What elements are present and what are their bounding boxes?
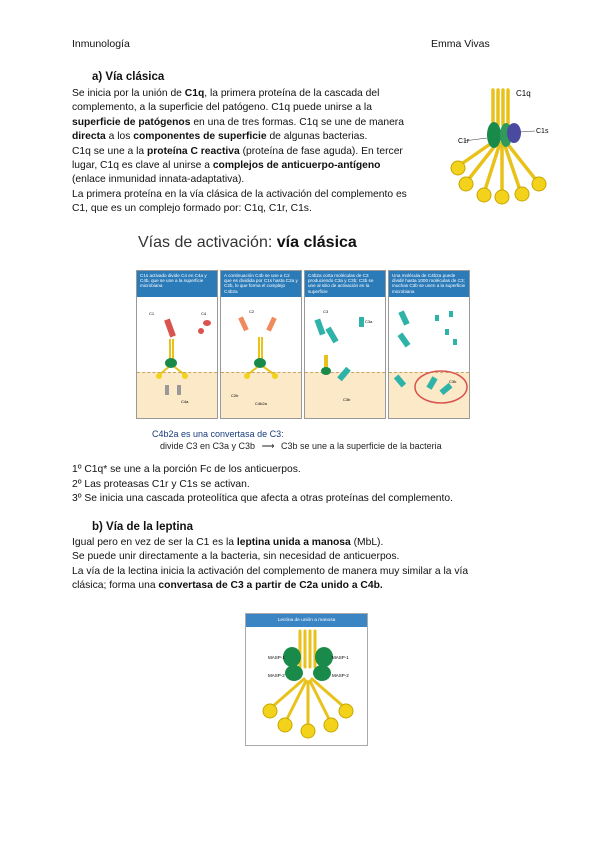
header-author: Emma Vivas [431, 38, 490, 50]
figure-title-plain: Vías de activación: [138, 234, 277, 251]
section-a-line-5 [72, 145, 407, 159]
section-a-line-1 [72, 87, 407, 101]
section-b-segment: Igual pero en vez de ser la C1 es la [72, 537, 237, 548]
label-map2: MASP-2 [332, 673, 349, 678]
section-a-segment: proteína C reactiva [147, 145, 240, 157]
section-b-line-2 [72, 550, 468, 564]
c1-complex-diagram [440, 80, 570, 205]
section-b-text [72, 536, 468, 594]
label-c4a-p1: C4a [181, 399, 189, 404]
section-a-segment: La primera proteína en la vía clásica de la activación del complemento es [72, 188, 407, 200]
figure-caption-line2 [160, 441, 442, 452]
panel-1 [136, 270, 218, 419]
section-b-heading: b) Vía de la leptina [92, 521, 193, 533]
section-a-heading: a) Vía clásica [92, 71, 165, 83]
label-c1-p1: C1 [149, 311, 155, 316]
section-a-segment: complejos de anticuerpo-antígeno [212, 160, 381, 172]
lectin-figure-title: Lectina de unión a manosa [246, 614, 367, 627]
section-a-line-6 [72, 159, 407, 173]
section-a-segment: lugar, C1q es clave al unirse a [72, 160, 213, 172]
section-a-line-2 [72, 101, 407, 115]
label-c2b-p2: C2b [231, 393, 239, 398]
label-c2-p2: C2 [249, 309, 255, 314]
section-a-line-7 [72, 173, 407, 187]
label-c1s: C1s [536, 128, 549, 135]
caption-c3-division: divide C3 en C3a y C3b [160, 441, 256, 451]
section-b-segment: leptina unida a manosa [236, 537, 351, 548]
section-b-line-3 [72, 565, 468, 579]
label-c3-p3: C3 [323, 309, 329, 314]
section-b-segment: Se puede unir directamente a la bacteria, sin necesidad de anticuerpos. [72, 551, 400, 563]
panel-2 [220, 270, 302, 419]
activation-panels [136, 270, 470, 418]
step-3: 3º Se inicia una cascada proteolítica que afecta a otras proteínas del complemento. [72, 493, 453, 504]
figure-title-bold: vía clásica [276, 234, 357, 251]
section-b-segment: La vía de la lectina inicia la activación del complemento de manera muy similar a la vía [72, 565, 469, 577]
section-b-segment: convertasa de C3 a partir de C2a unido a C4b. [158, 580, 383, 592]
section-a-line-3 [72, 116, 407, 130]
step-2: 2º Las proteasas C1r y C1s se activan. [72, 478, 250, 490]
label-masp1: MASP-1 [268, 655, 285, 660]
steps-list [72, 463, 453, 507]
section-b-segment: (MbL). [350, 537, 384, 548]
label-c3b-p4: C3b [449, 379, 457, 384]
label-masp2: MASP-2 [268, 673, 285, 678]
section-a-line-4 [72, 130, 407, 144]
figure-title [138, 234, 357, 252]
label-c4-p1: C4 [201, 311, 207, 316]
panel-1-caption: C1s activado divide C4 en C4a y C4b, que se une a la superficie microbiana [137, 271, 217, 297]
step-1: 1º C1q* se une a la porción Fc de los anticuerpos. [72, 464, 301, 475]
section-a-segment: (enlace inmunidad innata-adaptativa). [72, 174, 245, 186]
section-a-segment: C1q se une a la [72, 145, 147, 157]
panel-4 [388, 270, 470, 419]
label-c3b-p3: C3b [343, 397, 351, 402]
c1s-shape [507, 123, 521, 143]
section-a-segment: , la primera proteína de la cascada del [204, 88, 380, 99]
header-subject: Inmunología [72, 38, 130, 50]
section-a-segment: (proteína de fase aguda). En tercer [239, 145, 403, 157]
arrow-icon: ⟶ [261, 441, 275, 451]
label-c4b2a-p2: C4b2a [255, 401, 267, 406]
figure-caption-line1: C4b2a es una convertasa de C3: [152, 429, 284, 439]
panel-3 [304, 270, 386, 419]
caption-c3b-binding: C3b se une a la superficie de la bacteria [281, 441, 442, 451]
section-a-segment: C1q [184, 88, 205, 99]
section-a-segment: directa [72, 131, 106, 143]
section-b-segment: clásica; forma una [72, 580, 159, 592]
label-c3a-p3: C3a [365, 319, 373, 324]
section-a-segment: C1, que es un complejo formado por: C1q, C1r, C1s. [72, 203, 312, 215]
panel-3-caption: C4b2a corta moléculas de C3 produciendo C3a y C3b; C3b se une al sitio de activación en la superficie [305, 271, 385, 297]
section-a-segment: de algunas bacterias. [266, 131, 368, 143]
section-a-segment: en una de tres formas. C1q se une de manera [190, 116, 404, 128]
section-a-segment: Se inicia por la unión de [72, 88, 185, 99]
section-a-line-9 [72, 202, 407, 216]
label-map1: MASP-1 [332, 655, 349, 660]
section-a-segment: a los [105, 131, 134, 143]
section-b-line-4 [72, 579, 468, 593]
section-a-line-8 [72, 188, 407, 202]
c1r-shape [487, 122, 501, 148]
section-a-segment: complemento, a la superficie del patógeno. C1q puede unirse a la [72, 102, 372, 114]
section-a-text [72, 87, 407, 217]
section-a-segment: superficie de patógenos [72, 116, 191, 128]
panel-2-caption: A continuación C4b se une a C2 que es dividida por C1s hasta C2a y C2b, lo que forma el complejo C4b2a [221, 271, 301, 297]
label-c1q: C1q [516, 89, 531, 98]
label-c1r: C1r [458, 138, 470, 145]
section-a-segment: componentes de superficie [133, 131, 267, 143]
section-b-line-1 [72, 536, 468, 550]
lectin-figure [245, 613, 368, 746]
panel-4-caption: Una molécula de C4b2a puede dividir hasta 1000 moléculas de C3; muchas C3b se unen a la superficie microbiana [389, 271, 469, 297]
